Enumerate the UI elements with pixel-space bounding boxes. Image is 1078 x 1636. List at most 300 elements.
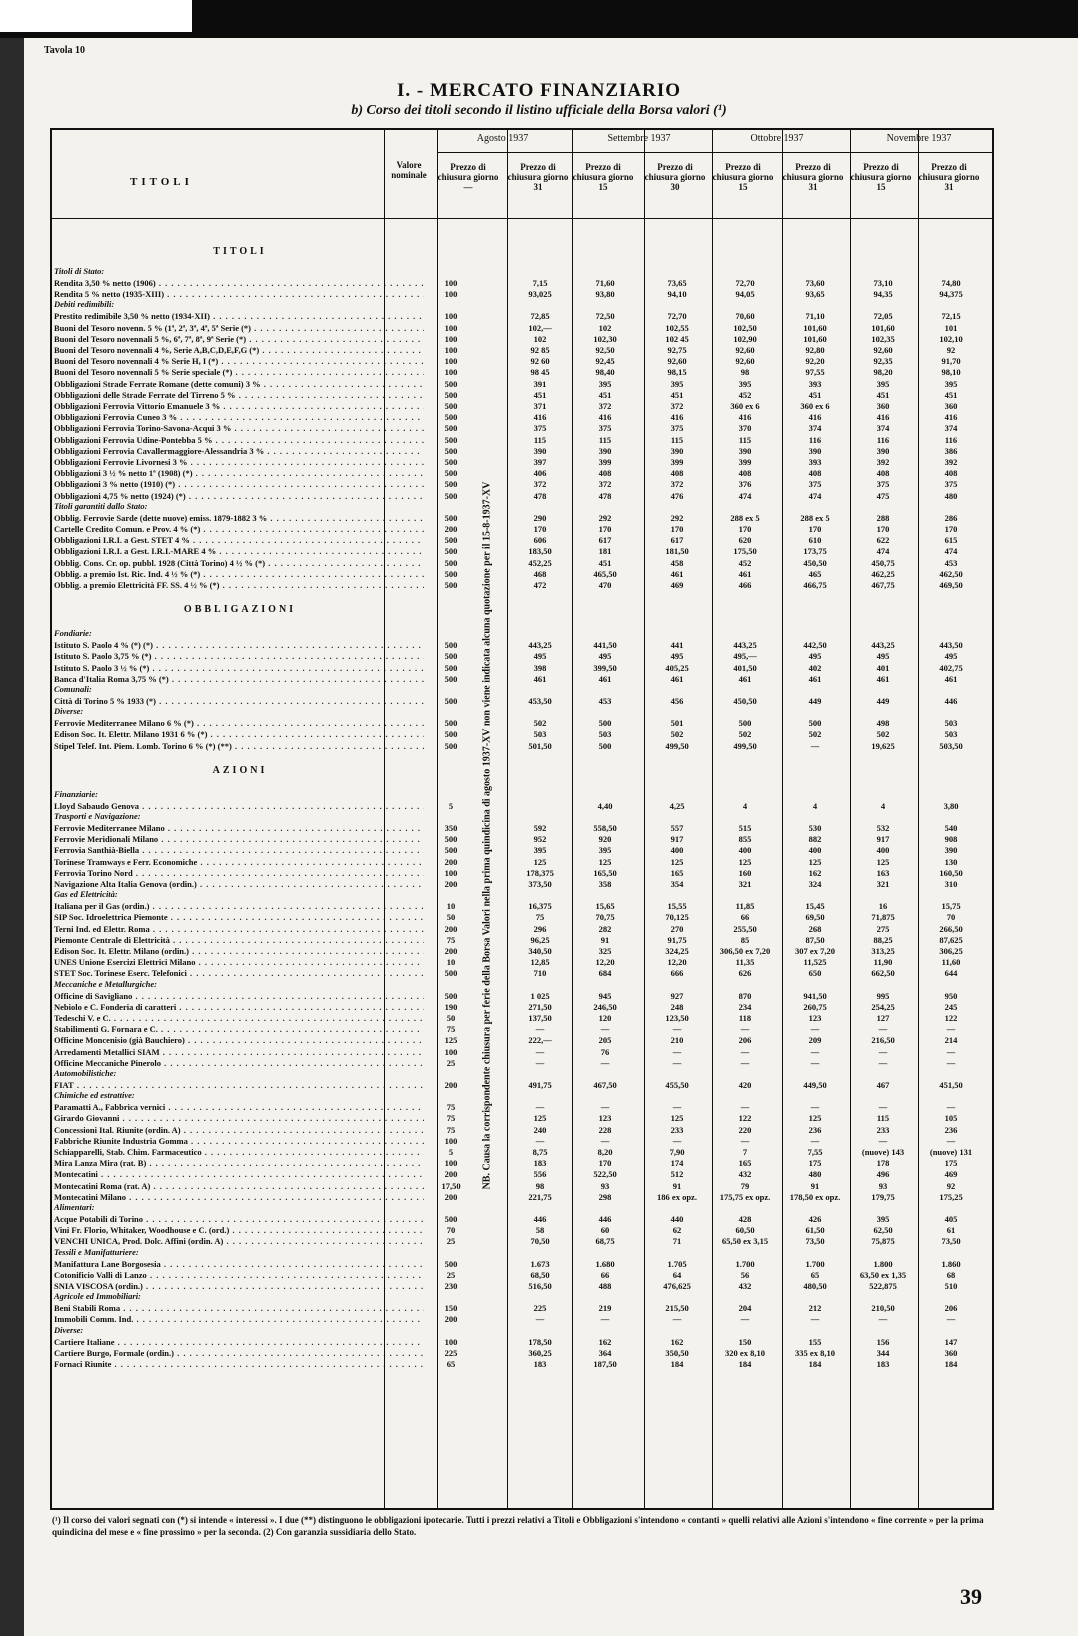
table-row xyxy=(50,673,994,685)
price-cell: 503 xyxy=(944,729,958,740)
price-cell: — xyxy=(740,1135,750,1146)
price-cell: 458 xyxy=(670,557,684,568)
month-ottobre: Ottobre 1937 xyxy=(750,133,804,144)
price-cell: 116 xyxy=(808,434,822,445)
security-name: Obbligazioni delle Strade Ferrate del Tirreno 5 % . . . xyxy=(54,389,424,401)
price-cell: 467 xyxy=(876,1080,890,1090)
nominal-value: 500 xyxy=(444,512,458,523)
price-cell: 370 xyxy=(738,423,752,434)
price-cell: 390 xyxy=(944,845,958,856)
security-name: Beni Stabili Roma . . . xyxy=(54,1302,424,1314)
table-row xyxy=(50,557,994,569)
price-cell: 478 xyxy=(533,490,547,501)
table-row xyxy=(50,1023,994,1035)
price-cell: 92,50 xyxy=(595,345,615,355)
price-cell: 122 xyxy=(944,1013,958,1023)
price-cell: 516,50 xyxy=(528,1281,552,1291)
price-cell: 125 xyxy=(598,856,612,867)
price-cell: 496 xyxy=(876,1169,890,1180)
price-cell: 221,75 xyxy=(528,1191,552,1202)
table-row xyxy=(50,967,994,979)
nominal-value: 500 xyxy=(444,434,458,445)
table-row xyxy=(50,1180,994,1192)
price-cell: 452 xyxy=(738,389,752,400)
price-cell: 73,10 xyxy=(873,278,893,288)
nominal-value: 100 xyxy=(444,867,458,878)
price-cell: 462,50 xyxy=(939,568,963,579)
table-row xyxy=(50,411,994,423)
price-cell: 503 xyxy=(598,729,612,740)
security-name: Piemonte Centrale di Elettricità . . . xyxy=(54,934,424,946)
month-settembre: Settembre 1937 xyxy=(607,133,671,144)
price-cell: 1.700 xyxy=(735,1258,755,1269)
security-name: Navigazione Alta Italia Genova (ordin.) . . . xyxy=(54,878,424,890)
security-name: Cotonificio Valli di Lanzo . . . xyxy=(54,1269,424,1281)
nominal-value: 500 xyxy=(444,479,458,490)
price-cell: 102,— xyxy=(528,322,552,333)
price-cell: 184 xyxy=(944,1359,958,1369)
price-cell: 375 xyxy=(533,423,547,434)
price-cell: 522,50 xyxy=(593,1169,617,1180)
price-cell: 115 xyxy=(738,434,752,445)
price-cell: 476 xyxy=(670,490,684,501)
price-cell: 73,60 xyxy=(805,278,825,288)
month-novembre: Novembre 1937 xyxy=(886,133,952,144)
price-cell: 321 xyxy=(876,879,890,889)
security-name: Ferrovia Torino Nord . . . xyxy=(54,867,424,879)
price-cell: 662,50 xyxy=(871,968,895,979)
price-cell: 298 xyxy=(598,1191,612,1202)
nominal-value: 500 xyxy=(444,468,458,479)
table-row xyxy=(50,1034,994,1046)
price-cell: — xyxy=(878,1102,888,1113)
month-agosto: Agosto 1937 xyxy=(476,133,529,144)
price-cell: 376 xyxy=(738,479,752,490)
price-cell: 12,20 xyxy=(595,957,615,968)
price-cell: 162 xyxy=(670,1336,684,1347)
table-row xyxy=(50,1057,994,1069)
price-cell: 540 xyxy=(944,823,958,833)
price-cell: 344 xyxy=(876,1347,890,1358)
table-row xyxy=(50,478,994,490)
column-header: Prezzo di chiusura giorno 31 xyxy=(507,162,569,192)
security-name: Acque Potabili di Torino . . . xyxy=(54,1213,424,1225)
price-cell: 92,60 xyxy=(735,356,755,367)
nominal-value: 25 xyxy=(446,1236,456,1247)
security-name: Buoni del Tesoro novennali 4 % Serie H, I (*) . . . xyxy=(54,355,424,367)
nominal-value: 200 xyxy=(444,1169,458,1180)
price-cell: 4,40 xyxy=(597,800,613,811)
price-cell: 395 xyxy=(876,1214,890,1224)
price-cell: 240 xyxy=(533,1124,547,1135)
price-cell: 476,625 xyxy=(663,1281,691,1291)
table-row xyxy=(50,1302,994,1314)
price-cell: 282 xyxy=(598,923,612,934)
price-cell: 408 xyxy=(944,468,958,479)
table-row xyxy=(50,1135,994,1147)
security-name: Officine di Savigliano . . . xyxy=(54,990,424,1002)
price-cell: — xyxy=(535,1024,545,1035)
price-cell: 186 ex opz. xyxy=(657,1191,697,1202)
price-cell: 644 xyxy=(944,968,958,979)
price-cell: 233 xyxy=(670,1124,684,1135)
price-cell: 246,50 xyxy=(593,1001,617,1012)
price-cell: 147 xyxy=(944,1336,958,1347)
price-cell: 205 xyxy=(598,1035,612,1046)
price-cell: 1 025 xyxy=(530,990,550,1001)
price-cell: 102 xyxy=(598,322,612,333)
price-cell: 125 xyxy=(808,1113,822,1124)
price-cell: 467,50 xyxy=(593,1080,617,1090)
price-cell: 87,50 xyxy=(805,934,825,945)
price-cell: 466 xyxy=(738,580,752,590)
price-cell: 360 xyxy=(944,1347,958,1358)
price-cell: 60 xyxy=(600,1225,610,1236)
security-name: Cartiere Italiane . . . xyxy=(54,1336,424,1348)
price-cell: 408 xyxy=(876,468,890,479)
price-cell: 495 xyxy=(944,651,958,662)
price-cell: 617 xyxy=(598,535,612,546)
nominal-value: 200 xyxy=(444,1314,458,1325)
price-cell: 260,75 xyxy=(803,1001,827,1012)
price-cell: 416 xyxy=(670,412,684,423)
security-name: Concessioni Ital. Riunite (ordin. A) . . . xyxy=(54,1124,424,1136)
price-cell: 406 xyxy=(533,468,547,479)
price-cell: 91 xyxy=(600,934,610,945)
nominal-value: 230 xyxy=(444,1281,458,1291)
nominal-value: 10 xyxy=(446,957,456,968)
price-cell: 115 xyxy=(670,434,684,445)
price-cell: 102,10 xyxy=(939,333,963,344)
price-cell: 390 xyxy=(876,445,890,456)
price-cell: 15,65 xyxy=(595,901,615,912)
price-cell: — xyxy=(878,1057,888,1068)
price-cell: 469,50 xyxy=(939,580,963,590)
price-cell: 62,50 xyxy=(873,1225,893,1236)
price-cell: 405,25 xyxy=(665,662,689,673)
table-row xyxy=(50,1001,994,1013)
price-cell: 401 xyxy=(876,662,890,673)
price-cell: 102,50 xyxy=(733,322,757,333)
price-cell: 610 xyxy=(808,535,822,546)
price-cell: 450,75 xyxy=(871,557,895,568)
security-name: Cartelle Credito Comun. e Prov. 4 % (*) . . . xyxy=(54,523,424,535)
price-cell: 102,35 xyxy=(871,333,895,344)
price-cell: — xyxy=(810,1024,820,1035)
price-cell: 451 xyxy=(533,389,547,400)
table-row xyxy=(50,1079,994,1091)
table-row xyxy=(50,1146,994,1158)
price-cell: 98 xyxy=(740,367,750,378)
category-label: Titoli garantiti dallo Stato: xyxy=(54,500,148,511)
price-cell: 96,25 xyxy=(530,934,550,945)
price-cell: 178 xyxy=(876,1158,890,1169)
table-row xyxy=(50,579,994,591)
price-cell: 75,875 xyxy=(871,1236,895,1247)
price-cell: 123 xyxy=(808,1013,822,1023)
price-cell: 184 xyxy=(808,1359,822,1369)
nominal-value: 500 xyxy=(444,401,458,411)
price-cell: — xyxy=(535,1314,545,1325)
price-cell: 592 xyxy=(533,823,547,833)
table-row xyxy=(50,1280,994,1292)
price-cell: — xyxy=(740,1024,750,1035)
price-cell: — xyxy=(672,1314,682,1325)
price-cell: 12,85 xyxy=(530,957,550,968)
table-row xyxy=(50,740,994,752)
table-row xyxy=(50,1112,994,1124)
price-cell: 66 xyxy=(600,1269,610,1280)
price-cell: 286 xyxy=(944,512,958,523)
price-cell: 102 xyxy=(533,333,547,344)
security-name: Schiapparelli, Stab. Chim. Farmaceutico . . . xyxy=(54,1146,424,1158)
security-name: Banca d'Italia Roma 3,75 % (*) . . . xyxy=(54,673,424,685)
price-cell: 102,55 xyxy=(665,322,689,333)
price-cell: — xyxy=(946,1057,956,1068)
price-cell: 245 xyxy=(944,1001,958,1012)
price-cell: 450,50 xyxy=(803,557,827,568)
price-cell: 115 xyxy=(598,434,612,445)
price-cell: 65,50 ex 3,15 xyxy=(721,1236,769,1247)
nominal-value: 200 xyxy=(444,524,458,534)
nominal-value: 125 xyxy=(444,1035,458,1046)
category-label: Finanziarie: xyxy=(54,788,98,799)
security-name: Obbligazioni Ferrovia Udine-Pontebba 5 % . . . xyxy=(54,434,424,446)
nominal-value: 500 xyxy=(444,1214,458,1224)
security-name: Paramatti A., Fabbrica vernici . . . xyxy=(54,1101,424,1113)
category-label: Diverse: xyxy=(54,706,84,717)
price-cell: 160,50 xyxy=(939,867,963,878)
price-cell: 461 xyxy=(598,673,612,684)
table-row xyxy=(50,389,994,401)
price-cell: 75 xyxy=(535,912,545,923)
price-cell: 995 xyxy=(876,990,890,1001)
security-name: Obbligazioni Ferrovie Livornesi 3 % . . . xyxy=(54,456,424,468)
price-cell: 472 xyxy=(533,580,547,590)
security-name: Vini Fr. Florio, Whitaker, Woodhouse e C. (ord.) . . . xyxy=(54,1224,424,1236)
price-cell: 615 xyxy=(944,535,958,546)
table-row xyxy=(50,344,994,356)
price-cell: 125 xyxy=(670,856,684,867)
price-cell: 93,80 xyxy=(595,289,615,300)
security-name: Girardo Giovanni . . . xyxy=(54,1112,424,1124)
price-cell: — xyxy=(600,1057,610,1068)
security-name: Istituto S. Paolo 3,75 % (*) . . . xyxy=(54,650,424,662)
price-cell: 307 ex 7,20 xyxy=(795,946,835,956)
price-cell: 150 xyxy=(738,1336,752,1347)
price-cell: 474 xyxy=(808,490,822,501)
price-cell: 501 xyxy=(670,718,684,729)
price-cell: 88,25 xyxy=(873,934,893,945)
price-cell: 432 xyxy=(738,1169,752,1180)
table-row xyxy=(50,378,994,390)
price-cell: 165,50 xyxy=(593,867,617,878)
price-cell: 474 xyxy=(876,546,890,557)
security-name: Obblig. Cons. Cr. op. pubbl. 1928 (Città Torino) 4 ½ % (*) . . . xyxy=(54,557,424,569)
price-cell: 122 xyxy=(738,1113,752,1124)
security-name: Stipel Telef. Int. Piem. Lomb. Torino 6 % (*) (**) . . . xyxy=(54,740,424,752)
price-cell: 92,20 xyxy=(805,356,825,367)
price-cell: 174 xyxy=(670,1158,684,1169)
page-subtitle: b) Corso dei titoli secondo il listino ufficiale della Borsa valori (¹) xyxy=(351,103,727,118)
price-cell: 212 xyxy=(808,1303,822,1314)
table-row xyxy=(50,945,994,957)
price-cell: 91 xyxy=(810,1180,820,1191)
table-row xyxy=(50,639,994,651)
price-cell: 92,80 xyxy=(805,345,825,355)
security-name: Stabilimenti G. Fornara e C. . . . xyxy=(54,1023,424,1035)
price-cell: 175,75 ex opz. xyxy=(719,1191,771,1202)
price-cell: 426 xyxy=(808,1214,822,1224)
price-cell: 72,70 xyxy=(735,278,755,288)
nominal-value: 500 xyxy=(444,557,458,568)
price-cell: 390 xyxy=(533,445,547,456)
price-cell: — xyxy=(672,1102,682,1113)
nominal-value: 500 xyxy=(444,389,458,400)
price-cell: 400 xyxy=(738,845,752,856)
price-cell: — xyxy=(810,1135,820,1146)
price-cell: 178,50 xyxy=(528,1336,552,1347)
price-cell: 461 xyxy=(944,673,958,684)
security-name: Obbligazioni 3 % netto (1910) (*) . . . xyxy=(54,478,424,490)
price-cell: 372 xyxy=(670,401,684,411)
security-name: Obbligazioni Ferrovia Torino-Savona-Acqui 3 % . . . xyxy=(54,422,424,434)
price-cell: 71,60 xyxy=(595,278,615,288)
security-name: Ferrovia Santhià-Biella . . . xyxy=(54,844,424,856)
price-cell: 184 xyxy=(738,1359,752,1369)
nominal-value: 25 xyxy=(446,1269,456,1280)
column-header: Prezzo di chiusura giorno — xyxy=(437,162,499,192)
price-cell: 375 xyxy=(670,423,684,434)
price-cell: 92,60 xyxy=(735,345,755,355)
price-cell: 416 xyxy=(533,412,547,423)
security-name: Buoni del Tesoro novennali 4 %, Serie A,B,C,D,E,F,G (*) . . . xyxy=(54,344,424,356)
security-name: Obbligazioni Ferrovia Cavallermaggiore-Alessandria 3 % . . . xyxy=(54,445,424,457)
nominal-value: 17,50 xyxy=(441,1180,461,1191)
price-cell: 288 ex 5 xyxy=(800,512,830,523)
price-cell: — xyxy=(878,1024,888,1035)
column-header: Prezzo di chiusura giorno 31 xyxy=(918,162,980,192)
price-cell: 73,50 xyxy=(941,1236,961,1247)
table-row xyxy=(50,467,994,479)
price-cell: — xyxy=(600,1314,610,1325)
price-cell: 98,20 xyxy=(873,367,893,378)
price-cell: 204 xyxy=(738,1303,752,1314)
price-cell: 606 xyxy=(533,535,547,546)
nominal-value: 100 xyxy=(444,333,458,344)
security-name: Edison Soc. It. Elettr. Milano 1931 6 % (*) . . . xyxy=(54,728,424,740)
price-cell: 450,50 xyxy=(733,696,757,706)
table-row xyxy=(50,650,994,662)
price-cell: 462,25 xyxy=(871,568,895,579)
price-cell: 470 xyxy=(598,580,612,590)
security-name: VENCHI UNICA, Prod. Dolc. Affini (ordin. A) . . . xyxy=(54,1235,424,1247)
price-cell: 495 xyxy=(670,651,684,662)
category-label: Meccaniche e Metallurgiche: xyxy=(54,978,157,989)
price-cell: 321 xyxy=(738,879,752,889)
table-row xyxy=(50,456,994,468)
security-name: Istituto S. Paolo 3 ½ % (*) . . . xyxy=(54,662,424,674)
price-cell: 170 xyxy=(876,524,890,534)
price-cell: 7,15 xyxy=(532,278,548,288)
nominal-value: 500 xyxy=(444,580,458,590)
price-cell: 502 xyxy=(876,729,890,740)
price-cell: 170 xyxy=(598,524,612,534)
table-row xyxy=(50,1313,994,1325)
nominal-value: 75 xyxy=(446,1113,456,1124)
table-row xyxy=(50,695,994,707)
price-cell: 397 xyxy=(533,457,547,467)
price-cell: 175,25 xyxy=(939,1191,963,1202)
price-cell: 557 xyxy=(670,823,684,833)
price-cell: 400 xyxy=(808,845,822,856)
nominal-value: 100 xyxy=(444,356,458,367)
price-cell: — xyxy=(535,1135,545,1146)
price-cell: 1.700 xyxy=(805,1258,825,1269)
price-cell: 165 xyxy=(738,1158,752,1169)
price-cell: 175 xyxy=(944,1158,958,1169)
price-cell: 97,55 xyxy=(805,367,825,378)
price-cell: 465 xyxy=(808,568,822,579)
price-cell: 416 xyxy=(944,412,958,423)
price-cell: 442,50 xyxy=(803,640,827,651)
security-name: Obbligazioni 4,75 % netto (1924) (*) . . . xyxy=(54,490,424,502)
price-cell: 72,85 xyxy=(530,311,550,322)
price-cell: 98,40 xyxy=(595,367,615,378)
nominal-value: 5 xyxy=(448,800,454,811)
security-name: Officine Meccaniche Pinerolo . . . xyxy=(54,1057,424,1069)
category-label: Debiti redimibili: xyxy=(54,299,115,310)
price-cell: — xyxy=(810,1102,820,1113)
price-cell: 215,50 xyxy=(665,1303,689,1314)
footnote: (¹) Il corso dei valori segnati con (*) si intende « interessi ». I due (**) distinguono le obbligazioni ipotecarie. Tutti i prezzi relativi a Titoli e Obbligazioni s'intendono « contanti » quelli relativi alle Azioni s'intendono « fine corrente » per la prima quindicina del mese e « fine prossimo » per la seconda. (2) Con garanzia sussidiaria dello Stato. xyxy=(52,1515,984,1537)
table-row xyxy=(50,1213,994,1225)
price-cell: 91,70 xyxy=(941,356,961,367)
price-cell: 236 xyxy=(944,1124,958,1135)
price-cell: 236 xyxy=(808,1124,822,1135)
price-cell: 453,50 xyxy=(528,696,552,706)
price-cell: 395 xyxy=(533,845,547,856)
price-cell: 372 xyxy=(670,479,684,490)
table-row xyxy=(50,1224,994,1236)
price-cell: — xyxy=(740,1314,750,1325)
nominal-value: 150 xyxy=(444,1303,458,1314)
price-cell: 63,50 ex 1,35 xyxy=(859,1269,907,1280)
table-row xyxy=(50,800,994,812)
price-cell: 408 xyxy=(738,468,752,479)
price-cell: 478 xyxy=(598,490,612,501)
price-cell: 290 xyxy=(533,512,547,523)
table-row xyxy=(50,662,994,674)
price-cell: 1.705 xyxy=(667,1258,687,1269)
security-name: Arredamenti Metallici SIAM . . . xyxy=(54,1046,424,1058)
price-cell: 60,50 xyxy=(735,1225,755,1236)
price-cell: 4,25 xyxy=(669,800,685,811)
price-cell: 451 xyxy=(598,557,612,568)
table-row xyxy=(50,1191,994,1203)
table-row xyxy=(50,1012,994,1024)
price-cell: 56 xyxy=(740,1269,750,1280)
nominal-value: 200 xyxy=(444,946,458,956)
price-cell: 7,90 xyxy=(669,1147,685,1157)
price-cell: 92 xyxy=(946,345,956,355)
price-cell: 178,50 ex opz. xyxy=(789,1191,841,1202)
vertical-note-text: NB. Causa la corrispondente chiusura per ferie della Borsa Valori nella prima quindicina di agosto 1937-XV non viene indicata alcuna quotazione per il 15-8-1937-XV xyxy=(481,481,493,1190)
price-cell: 64 xyxy=(672,1269,682,1280)
security-name: Montecatini Milano . . . xyxy=(54,1191,424,1203)
security-name: Prestito redimibile 3,50 % netto (1934-XII) . . . xyxy=(54,310,424,322)
price-cell: 393 xyxy=(808,457,822,467)
